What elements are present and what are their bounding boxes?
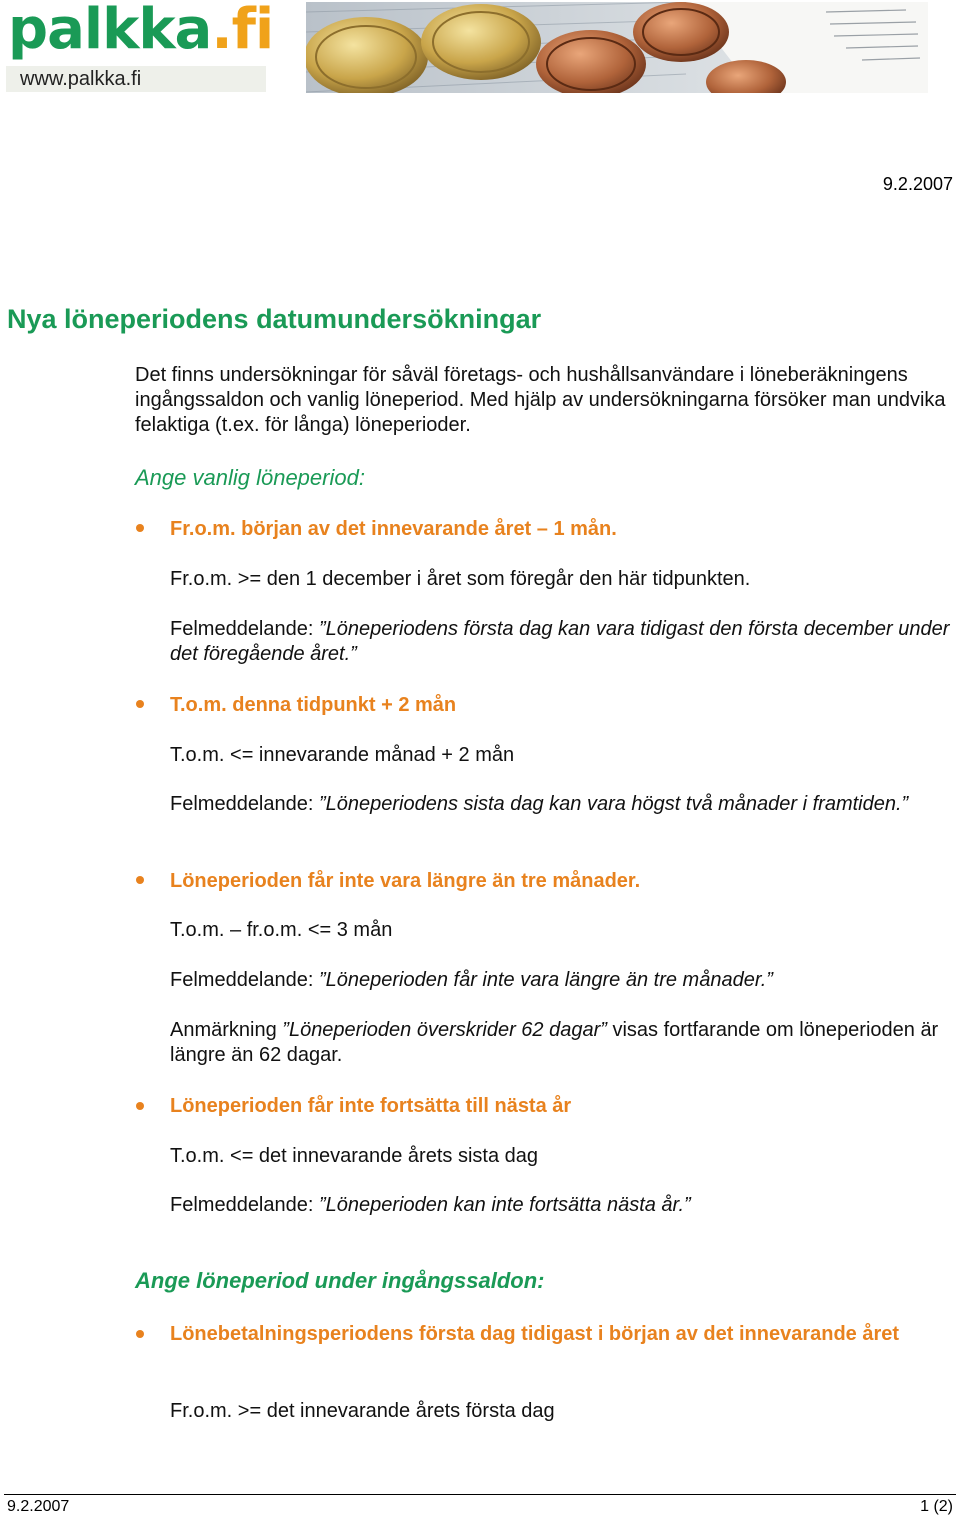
- logo-wordmark: [8, 0, 273, 62]
- bullet-title-next-year: Löneperioden får inte fortsätta till nästa år: [170, 1095, 572, 1117]
- note-rest: visas fortfarande om löneperioden är längre än 62 dagar.: [170, 1019, 939, 1066]
- bullet-icon: [136, 876, 144, 884]
- error-message: [170, 792, 930, 817]
- footer-divider: [4, 1494, 956, 1495]
- section-heading-ordinary-period: Ange vanlig löneperiod:: [135, 465, 365, 490]
- error-message-label: Felmeddelande:: [170, 793, 319, 815]
- rule-text: T.o.m. – fr.o.m. <= 3 mån: [170, 919, 393, 941]
- error-message-text: ”Löneperioden får inte vara längre än tre månader.”: [318, 969, 773, 991]
- page-title: Nya löneperiodens datumundersökningar: [7, 304, 542, 334]
- error-message-label: Felmeddelande:: [170, 969, 319, 991]
- document-date: 9.2.2007: [882, 174, 953, 194]
- note-text: [170, 1018, 950, 1068]
- error-message: [170, 968, 960, 993]
- bullet-icon: [136, 524, 144, 532]
- error-message-text: ”Löneperioden kan inte fortsätta nästa år.”: [318, 1194, 691, 1216]
- note-label: Anmärkning: [170, 1019, 283, 1041]
- bullet-icon: [136, 700, 144, 708]
- error-message-label: Felmeddelande:: [170, 618, 319, 640]
- header-coins-photo: [306, 2, 928, 93]
- error-message-text: ”Löneperiodens första dag kan vara tidigast den första december under det föregående året.”: [170, 618, 950, 665]
- error-message: [170, 1193, 960, 1218]
- bullet-title-payment-period: Lönebetalningsperiodens första dag tidigast i början av det innevarande året: [170, 1323, 900, 1345]
- error-message-text: ”Löneperiodens sista dag kan vara högst två månader i framtiden.”: [318, 793, 909, 815]
- note-quote: ”Löneperioden överskrider 62 dagar”: [282, 1019, 607, 1041]
- logo-url[interactable]: www.palkka.fi: [6, 66, 266, 92]
- rule-text: T.o.m. <= innevarande månad + 2 mån: [170, 744, 515, 766]
- palkka-logo[interactable]: [6, 0, 274, 92]
- bullet-icon: [136, 1102, 144, 1110]
- logo-suffix: .fi: [211, 0, 274, 62]
- section-heading-opening-balances: Ange löneperiod under ingångssaldon:: [135, 1268, 545, 1293]
- footer-date: 9.2.2007: [7, 1498, 70, 1515]
- error-message: [170, 617, 960, 667]
- bullet-title-max-three-months: Löneperioden får inte vara längre än tre månader.: [170, 870, 641, 892]
- rule-text: T.o.m. <= det innevarande årets sista dag: [170, 1145, 538, 1167]
- rule-text: Fr.o.m. >= det innevarande årets första dag: [170, 1400, 555, 1422]
- bullet-icon: [136, 1330, 144, 1338]
- footer-page-number: 1 (2): [920, 1498, 953, 1515]
- bullet-title-end-date: T.o.m. denna tidpunkt + 2 mån: [170, 694, 457, 716]
- rule-text: Fr.o.m. >= den 1 december i året som föregår den här tidpunkten.: [170, 568, 751, 590]
- intro-paragraph: Det finns undersökningar för såväl företags- och hushållsanvändare i löneberäkningens ingångssaldon och vanlig löneperiod. Med hjälp av undersökningarna försöker man undvika felaktiga (t.ex. för långa) löneperioder.: [135, 364, 946, 436]
- bullet-title-start-of-year: Fr.o.m. början av det innevarande året – 1 mån.: [170, 518, 617, 540]
- logo-main: palkka: [8, 0, 212, 62]
- error-message-label: Felmeddelande:: [170, 1194, 319, 1216]
